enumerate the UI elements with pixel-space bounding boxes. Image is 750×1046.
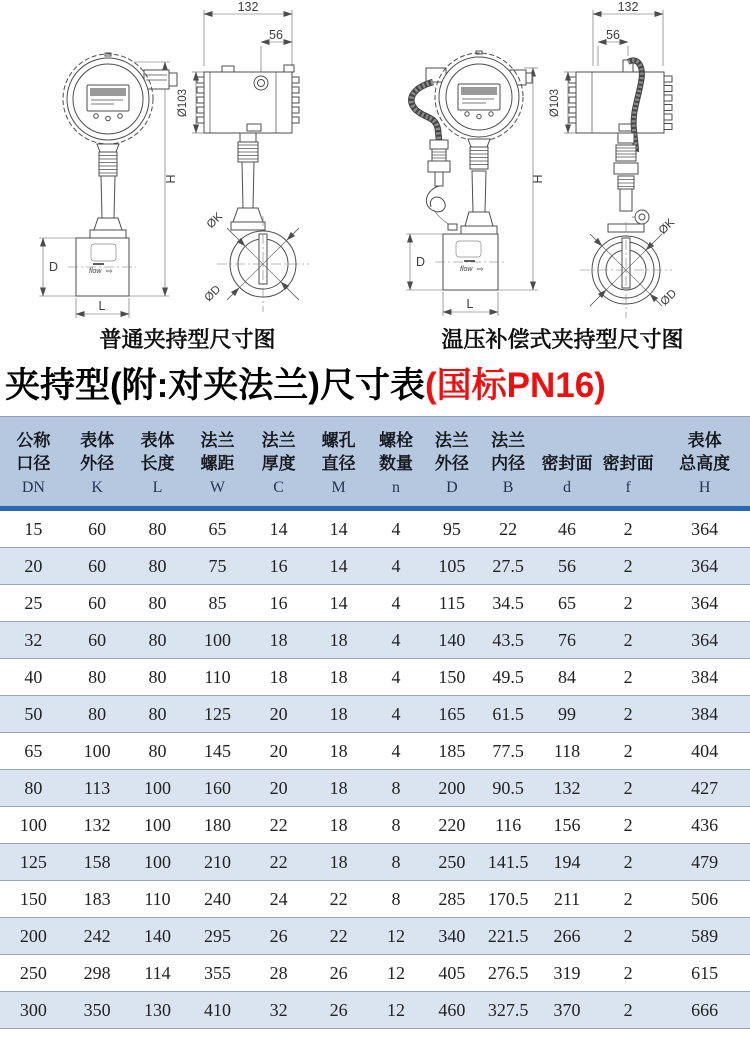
data-cell: 2 <box>597 844 659 881</box>
data-cell: 16 <box>247 548 309 585</box>
data-cell: 200 <box>0 918 67 955</box>
data-cell: 384 <box>659 696 750 733</box>
data-cell: 100 <box>67 733 128 770</box>
data-cell: 12 <box>367 918 424 955</box>
table-row <box>0 696 750 733</box>
table-row <box>0 881 750 918</box>
data-cell: 2 <box>597 807 659 844</box>
data-cell: 80 <box>127 509 187 548</box>
data-cell: 615 <box>659 955 750 992</box>
data-cell: 18 <box>310 696 368 733</box>
data-cell: 60 <box>67 509 128 548</box>
data-cell: 100 <box>127 807 187 844</box>
data-cell: 40 <box>0 659 67 696</box>
data-cell: 4 <box>367 659 424 696</box>
data-cell: 12 <box>367 992 424 1029</box>
data-cell: 589 <box>659 918 750 955</box>
data-cell: 145 <box>187 733 247 770</box>
data-cell: 364 <box>659 622 750 659</box>
data-cell: 370 <box>537 992 597 1029</box>
data-cell: 2 <box>597 622 659 659</box>
data-cell: 355 <box>187 955 247 992</box>
data-cell: 410 <box>187 992 247 1029</box>
data-cell: 183 <box>67 881 128 918</box>
data-cell: 80 <box>127 696 187 733</box>
data-cell: 80 <box>67 696 128 733</box>
data-cell: 364 <box>659 509 750 548</box>
data-cell: 276.5 <box>479 955 537 992</box>
data-cell: 405 <box>424 955 479 992</box>
data-cell: 4 <box>367 696 424 733</box>
data-cell: 200 <box>424 770 479 807</box>
front-view <box>406 51 545 316</box>
flow-label: flow <box>460 266 473 273</box>
data-cell: 99 <box>537 696 597 733</box>
data-cell: 18 <box>310 733 368 770</box>
data-cell: 110 <box>127 881 187 918</box>
data-cell: 32 <box>0 622 67 659</box>
data-cell: 150 <box>424 659 479 696</box>
data-cell: 220 <box>424 807 479 844</box>
table-header <box>0 417 750 509</box>
title-highlight: (国标PN16) <box>424 366 606 405</box>
data-cell: 25 <box>0 585 67 622</box>
data-cell: 4 <box>367 585 424 622</box>
table-row <box>0 509 750 548</box>
data-cell: 210 <box>187 844 247 881</box>
data-cell: 85 <box>187 585 247 622</box>
data-cell: 8 <box>367 881 424 918</box>
data-cell: 46 <box>537 509 597 548</box>
data-cell: 80 <box>127 622 187 659</box>
data-cell: 364 <box>659 585 750 622</box>
data-cell: 14 <box>310 548 368 585</box>
data-cell: 24 <box>247 881 309 918</box>
data-cell: 436 <box>659 807 750 844</box>
data-cell: 2 <box>597 696 659 733</box>
col-header-n: 螺栓 数量 n <box>367 417 424 509</box>
col-header-f: 密封面 f <box>597 417 659 509</box>
data-cell: 140 <box>127 918 187 955</box>
data-cell: 18 <box>310 770 368 807</box>
dim-label-56: 56 <box>606 28 620 42</box>
data-cell: 460 <box>424 992 479 1029</box>
data-cell: 18 <box>310 807 368 844</box>
data-cell: 350 <box>67 992 128 1029</box>
data-cell: 65 <box>187 509 247 548</box>
data-cell: 340 <box>424 918 479 955</box>
data-cell: 84 <box>537 659 597 696</box>
data-cell: 50 <box>0 696 67 733</box>
data-cell: 4 <box>367 548 424 585</box>
data-cell: 22 <box>247 844 309 881</box>
data-cell: 49.5 <box>479 659 537 696</box>
data-cell: 2 <box>597 918 659 955</box>
data-cell: 4 <box>367 733 424 770</box>
data-cell: 65 <box>537 585 597 622</box>
data-cell: 2 <box>597 509 659 548</box>
data-cell: 170.5 <box>479 881 537 918</box>
data-cell: 141.5 <box>479 844 537 881</box>
data-cell: 506 <box>659 881 750 918</box>
data-cell: 76 <box>537 622 597 659</box>
flow-arrow-icon: ⇨ <box>106 266 113 276</box>
data-cell: 16 <box>247 585 309 622</box>
data-cell: 22 <box>479 509 537 548</box>
data-cell: 165 <box>424 696 479 733</box>
col-header-H: 表体 总高度 H <box>659 417 750 509</box>
data-cell: 250 <box>424 844 479 881</box>
data-cell: 90.5 <box>479 770 537 807</box>
dim-label-132: 132 <box>237 0 259 14</box>
data-cell: 285 <box>424 881 479 918</box>
page-title-main: 夹持型(附:对夹法兰)尺寸表 <box>5 366 425 405</box>
data-cell: 105 <box>424 548 479 585</box>
data-cell: 80 <box>127 585 187 622</box>
dim-label-l: L <box>98 299 106 313</box>
table-row <box>0 770 750 807</box>
data-cell: 18 <box>310 844 368 881</box>
col-header-B: 法兰 内径 B <box>479 417 537 509</box>
data-cell: 26 <box>247 918 309 955</box>
dim-label-flange-od: ØD <box>658 287 680 309</box>
data-cell: 319 <box>537 955 597 992</box>
table-row <box>0 622 750 659</box>
col-header-W: 法兰 螺距 W <box>187 417 247 509</box>
data-cell: 2 <box>597 992 659 1029</box>
data-cell: 4 <box>367 509 424 548</box>
data-cell: 221.5 <box>479 918 537 955</box>
data-cell: 20 <box>247 696 309 733</box>
data-cell: 2 <box>597 659 659 696</box>
dim-label-bolt-circle: ØK <box>204 210 225 231</box>
data-cell: 116 <box>479 807 537 844</box>
technical-drawings <box>0 0 750 322</box>
data-cell: 130 <box>127 992 187 1029</box>
col-header-C: 法兰 厚度 C <box>247 417 309 509</box>
data-cell: 100 <box>187 622 247 659</box>
data-cell: 60 <box>67 548 128 585</box>
dim-label-h: H <box>531 174 545 184</box>
col-header-L: 表体 长度 L <box>127 417 187 509</box>
data-cell: 266 <box>537 918 597 955</box>
table-row <box>0 992 750 1029</box>
dim-label-dia103: Ø103 <box>549 88 561 118</box>
data-cell: 18 <box>247 659 309 696</box>
data-cell: 22 <box>247 807 309 844</box>
dim-label-l: L <box>466 297 474 311</box>
dim-label-flange-od: ØD <box>202 283 224 305</box>
data-cell: 43.5 <box>479 622 537 659</box>
right-drawing-caption: 温压补偿式夹持型尺寸图 <box>441 326 684 352</box>
dimension-table <box>0 416 750 1029</box>
data-cell: 14 <box>247 509 309 548</box>
dim-label-132: 132 <box>617 0 639 14</box>
dim-label-d: D <box>416 255 426 269</box>
data-cell: 180 <box>187 807 247 844</box>
data-cell: 18 <box>310 622 368 659</box>
data-cell: 211 <box>537 881 597 918</box>
data-cell: 125 <box>0 844 67 881</box>
data-cell: 60 <box>67 622 128 659</box>
data-cell: 77.5 <box>479 733 537 770</box>
data-cell: 295 <box>187 918 247 955</box>
data-cell: 8 <box>367 807 424 844</box>
data-cell: 95 <box>424 509 479 548</box>
data-cell: 80 <box>127 659 187 696</box>
data-cell: 2 <box>597 733 659 770</box>
col-header-DN: 公称 口径 DN <box>0 417 67 509</box>
data-cell: 479 <box>659 844 750 881</box>
data-cell: 194 <box>537 844 597 881</box>
data-cell: 300 <box>0 992 67 1029</box>
data-cell: 80 <box>127 733 187 770</box>
data-cell: 20 <box>247 733 309 770</box>
data-cell: 2 <box>597 585 659 622</box>
front-view <box>39 53 178 318</box>
data-cell: 34.5 <box>479 585 537 622</box>
data-cell: 110 <box>187 659 247 696</box>
data-cell: 28 <box>247 955 309 992</box>
data-cell: 427 <box>659 770 750 807</box>
page-title <box>0 364 750 416</box>
data-cell: 100 <box>127 844 187 881</box>
data-cell: 132 <box>537 770 597 807</box>
data-cell: 2 <box>597 881 659 918</box>
data-cell: 61.5 <box>479 696 537 733</box>
data-cell: 65 <box>0 733 67 770</box>
data-cell: 132 <box>67 807 128 844</box>
data-cell: 8 <box>367 844 424 881</box>
data-cell: 100 <box>0 807 67 844</box>
table-row <box>0 844 750 881</box>
data-cell: 156 <box>537 807 597 844</box>
compensated-clamp-drawing <box>376 0 726 322</box>
table-row <box>0 918 750 955</box>
data-cell: 125 <box>187 696 247 733</box>
data-cell: 14 <box>310 509 368 548</box>
flow-label: flow <box>89 268 102 275</box>
table-row <box>0 659 750 696</box>
data-cell: 14 <box>310 585 368 622</box>
data-cell: 364 <box>659 548 750 585</box>
table-row <box>0 733 750 770</box>
col-header-d: 密封面 d <box>537 417 597 509</box>
dim-label-dia103: Ø103 <box>177 88 189 118</box>
data-cell: 75 <box>187 548 247 585</box>
data-cell: 240 <box>187 881 247 918</box>
col-header-K: 表体 外径 K <box>67 417 128 509</box>
data-cell: 56 <box>537 548 597 585</box>
data-cell: 298 <box>67 955 128 992</box>
data-cell: 80 <box>67 659 128 696</box>
data-cell: 18 <box>310 659 368 696</box>
data-cell: 250 <box>0 955 67 992</box>
left-drawing-caption: 普通夹持型尺寸图 <box>99 326 276 352</box>
dim-label-h: H <box>164 174 178 184</box>
data-cell: 150 <box>0 881 67 918</box>
data-cell: 20 <box>247 770 309 807</box>
data-cell: 100 <box>127 770 187 807</box>
data-cell: 32 <box>247 992 309 1029</box>
data-cell: 115 <box>424 585 479 622</box>
side-view <box>549 0 679 318</box>
dim-label-bolt-circle: ØK <box>656 216 677 237</box>
dim-label-56: 56 <box>269 28 283 42</box>
data-cell: 242 <box>67 918 128 955</box>
data-cell: 12 <box>367 955 424 992</box>
data-cell: 8 <box>367 770 424 807</box>
table-row <box>0 548 750 585</box>
data-cell: 26 <box>310 992 368 1029</box>
data-cell: 2 <box>597 770 659 807</box>
normal-clamp-drawing <box>14 0 324 322</box>
data-cell: 18 <box>247 622 309 659</box>
data-cell: 80 <box>127 548 187 585</box>
data-cell: 15 <box>0 509 67 548</box>
dim-label-d: D <box>49 260 59 274</box>
data-cell: 22 <box>310 918 368 955</box>
col-header-D: 法兰 外径 D <box>424 417 479 509</box>
table-row <box>0 585 750 622</box>
data-cell: 160 <box>187 770 247 807</box>
data-cell: 80 <box>0 770 67 807</box>
data-cell: 384 <box>659 659 750 696</box>
side-view <box>177 0 309 312</box>
data-cell: 118 <box>537 733 597 770</box>
data-cell: 666 <box>659 992 750 1029</box>
data-cell: 4 <box>367 622 424 659</box>
data-cell: 114 <box>127 955 187 992</box>
data-cell: 140 <box>424 622 479 659</box>
data-cell: 327.5 <box>479 992 537 1029</box>
data-cell: 2 <box>597 548 659 585</box>
table-row <box>0 807 750 844</box>
data-cell: 158 <box>67 844 128 881</box>
drawing-captions <box>0 322 750 354</box>
flow-arrow-icon: ⇨ <box>477 264 484 274</box>
data-cell: 185 <box>424 733 479 770</box>
data-cell: 113 <box>67 770 128 807</box>
data-cell: 404 <box>659 733 750 770</box>
table-row <box>0 955 750 992</box>
data-cell: 26 <box>310 955 368 992</box>
data-cell: 2 <box>597 955 659 992</box>
data-cell: 20 <box>0 548 67 585</box>
data-cell: 27.5 <box>479 548 537 585</box>
data-cell: 22 <box>310 881 368 918</box>
data-cell: 60 <box>67 585 128 622</box>
col-header-M: 螺孔 直径 M <box>310 417 368 509</box>
